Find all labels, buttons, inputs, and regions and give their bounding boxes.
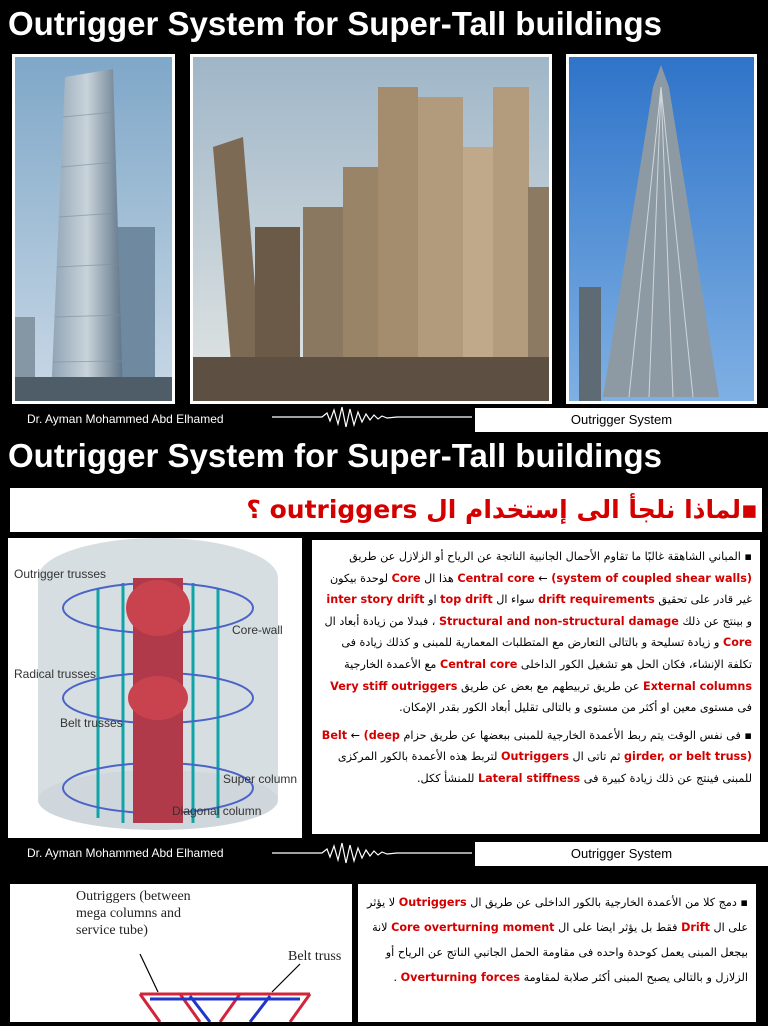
paragraph-3: ▪ دمج كلا من الأعمدة الخارجية بالكور الداخلى عن طريق ال Outriggers لا يؤثر على ال Drift فقط بل يؤثر ايضا على ال Core overturning moment لانة بيجعل المبنى يعمل كوحدة واحده فى مقاومة الحمل الجانبي الناتج عن الرياح أو الزلازل و بالتالى يصبح المبنى أكثر صلابة لمقاومة Overturning forces . bbox=[367, 896, 748, 984]
label-belt-trusses: Belt trusses bbox=[60, 716, 123, 730]
slide2-title: Outrigger System for Super-Tall buildings bbox=[8, 437, 662, 474]
photo-skyline bbox=[190, 54, 552, 404]
label-super-column: Super column bbox=[223, 772, 298, 786]
slide2-footer-author: Dr. Ayman Mohammed Abd Elhamed bbox=[27, 846, 224, 860]
label-core-wall: Core-wall bbox=[232, 623, 283, 637]
slide1-title: Outrigger System for Super-Tall buildings bbox=[8, 5, 662, 42]
label-radical-trusses: Radical trusses bbox=[14, 667, 97, 681]
slide1-footer-author: Dr. Ayman Mohammed Abd Elhamed bbox=[27, 412, 224, 426]
seismograph-icon bbox=[272, 840, 472, 866]
paragraph-1: ▪ المباني الشاهقة غالبًا ما تقاوم الأحمال الجانبية الناتجة عن الرياح أو الزلازل عن طريق Central core ← (system of coupled shear walls) هذا ال Core لوحدة بيكون غير قادر على تحقيق drift requirements سواء ال top drift او inter story drift و بينتج عن ذلك Structural and non-structural damage ، فبدلا من زيادة أبعاد ال Core و زيادة تسليحة و بالتالى التعارض مع المتطلبات المعمارية للمبنى و كذلك زيادة فى تكلفة الإنشاء، فكان الحل هو تشغيل الكور الداخلى Central core مع الأعمدة الخارجية External columns عن طريق تربيطهم مع بعض عن طريق Very stiff outriggers فى مستوى معين او أكثر من مستوى و بالتالى تقليل أبعاد الكور بقدر الإمكان. bbox=[324, 550, 752, 715]
overturning-box bbox=[356, 882, 758, 1024]
paragraph-2: ▪ فى نفس الوقت يتم ربط الأعمدة الخارجية للمبنى ببعضها عن طريق حزام Belt ← (deep girder, or belt truss) ثم تاتى ال Outriggers لتربط هذه الأعمدة بالكور المركزى للمبنى فينتج عن ذلك زيادة كبيرة فى Lateral stiffness للمنشأ ككل. bbox=[321, 728, 752, 785]
label-outriggers-between: Outriggers (between mega columns and service tube) bbox=[76, 889, 191, 938]
slide2-footer-topic: Outrigger System bbox=[475, 842, 768, 866]
seismograph-icon bbox=[272, 404, 472, 430]
photo-glass-tower bbox=[12, 54, 175, 404]
explanation-box bbox=[310, 538, 762, 836]
slide1-footer-topic: Outrigger System bbox=[475, 408, 768, 432]
core-diagram bbox=[8, 538, 302, 838]
label-outrigger-trusses: Outrigger trusses bbox=[14, 567, 107, 581]
label-belt-truss: Belt truss bbox=[288, 949, 342, 964]
question-heading: ▪لماذا نلجأ الى إستخدام ال outriggers ؟ bbox=[246, 495, 758, 524]
label-diagonal-column: Diagonal column bbox=[172, 804, 262, 818]
photo-tapered-tower bbox=[566, 54, 757, 404]
